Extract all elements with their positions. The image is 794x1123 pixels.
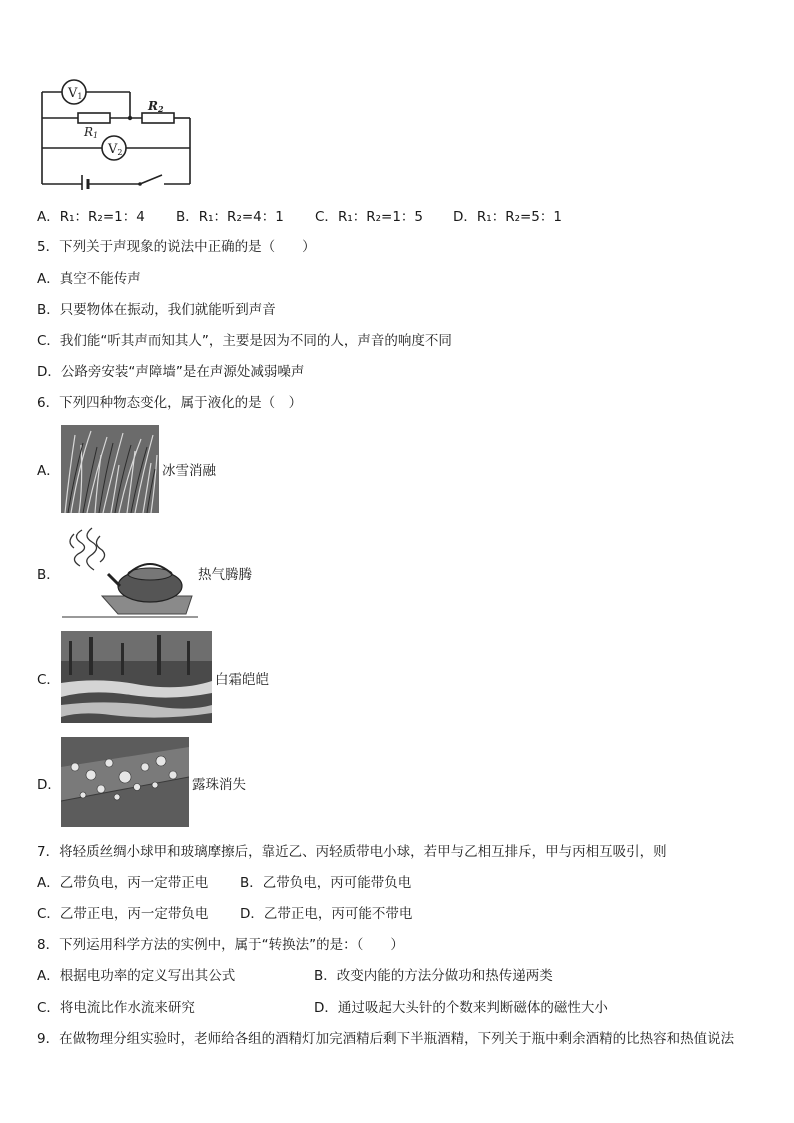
- q6-option-a-letter[interactable]: A．: [37, 463, 60, 479]
- ice-melting-image: [61, 425, 159, 513]
- q8-option-a[interactable]: A．根据电功率的定义写出其公式: [37, 968, 236, 984]
- q7-option-d[interactable]: D．乙带正电，丙可能不带电: [240, 906, 413, 922]
- q4-option-d[interactable]: D．R₁：R₂=5：1: [453, 209, 562, 225]
- frost-landscape-image: [61, 631, 212, 723]
- q6-caption-c: 白霜皑皑: [215, 672, 269, 688]
- q8-option-b[interactable]: B．改变内能的方法分做功和热传递两类: [314, 968, 553, 984]
- q4-option-b[interactable]: B．R₁：R₂=4：1: [176, 209, 284, 225]
- q8-stem: 8．下列运用科学方法的实例中，属于“转换法”的是：（ ）: [37, 937, 404, 953]
- q6-caption-a: 冰雪消融: [162, 463, 216, 479]
- q5-option-a[interactable]: A．真空不能传声: [37, 271, 141, 287]
- q7-option-a[interactable]: A．乙带负电，丙一定带正电: [37, 875, 209, 891]
- q4-option-a[interactable]: A．R₁：R₂=1：4: [37, 209, 145, 225]
- q5-option-d[interactable]: D．公路旁安装“声障墙”是在声源处减弱噪声: [37, 364, 305, 380]
- q8-option-d[interactable]: D．通过吸起大头针的个数来判断磁体的磁性大小: [314, 1000, 608, 1016]
- q5-stem: 5．下列关于声现象的说法中正确的是（ ）: [37, 239, 316, 255]
- q7-option-c[interactable]: C．乙带正电，丙一定带负电: [37, 906, 209, 922]
- q7-stem: 7．将轻质丝绸小球甲和玻璃摩擦后，靠近乙、丙轻质带电小球，若甲与乙相互排斥，甲与丙相互吸引，则: [37, 844, 667, 860]
- v1-label: V1: [68, 86, 83, 101]
- circuit-diagram: [36, 78, 196, 190]
- r1-label: R1: [84, 125, 99, 140]
- q6-option-d-letter[interactable]: D．: [37, 777, 61, 793]
- q6-option-b-letter[interactable]: B．: [37, 567, 60, 583]
- q6-stem: 6．下列四种物态变化，属于液化的是（ ）: [37, 395, 303, 411]
- q6-caption-d: 露珠消失: [192, 777, 246, 793]
- q5-option-b[interactable]: B．只要物体在振动，我们就能听到声音: [37, 302, 276, 318]
- dew-drops-image: [61, 737, 189, 827]
- q7-option-b[interactable]: B．乙带负电，丙可能带负电: [240, 875, 412, 891]
- kettle-steam-image: [62, 526, 198, 622]
- q6-caption-b: 热气腾腾: [198, 567, 252, 583]
- q5-option-c[interactable]: C．我们能“听其声而知其人”，主要是因为不同的人，声音的响度不同: [37, 333, 452, 349]
- r2-label: R2: [148, 99, 164, 114]
- q4-option-c[interactable]: C．R₁：R₂=1：5: [315, 209, 424, 225]
- q6-option-c-letter[interactable]: C．: [37, 672, 60, 688]
- q8-option-c[interactable]: C．将电流比作水流来研究: [37, 1000, 195, 1016]
- q9-stem: 9．在做物理分组实验时，老师给各组的酒精灯加完酒精后剩下半瓶酒精，下列关于瓶中剩余酒精的比热容和热值说法: [37, 1031, 735, 1047]
- v2-label: V2: [108, 142, 123, 157]
